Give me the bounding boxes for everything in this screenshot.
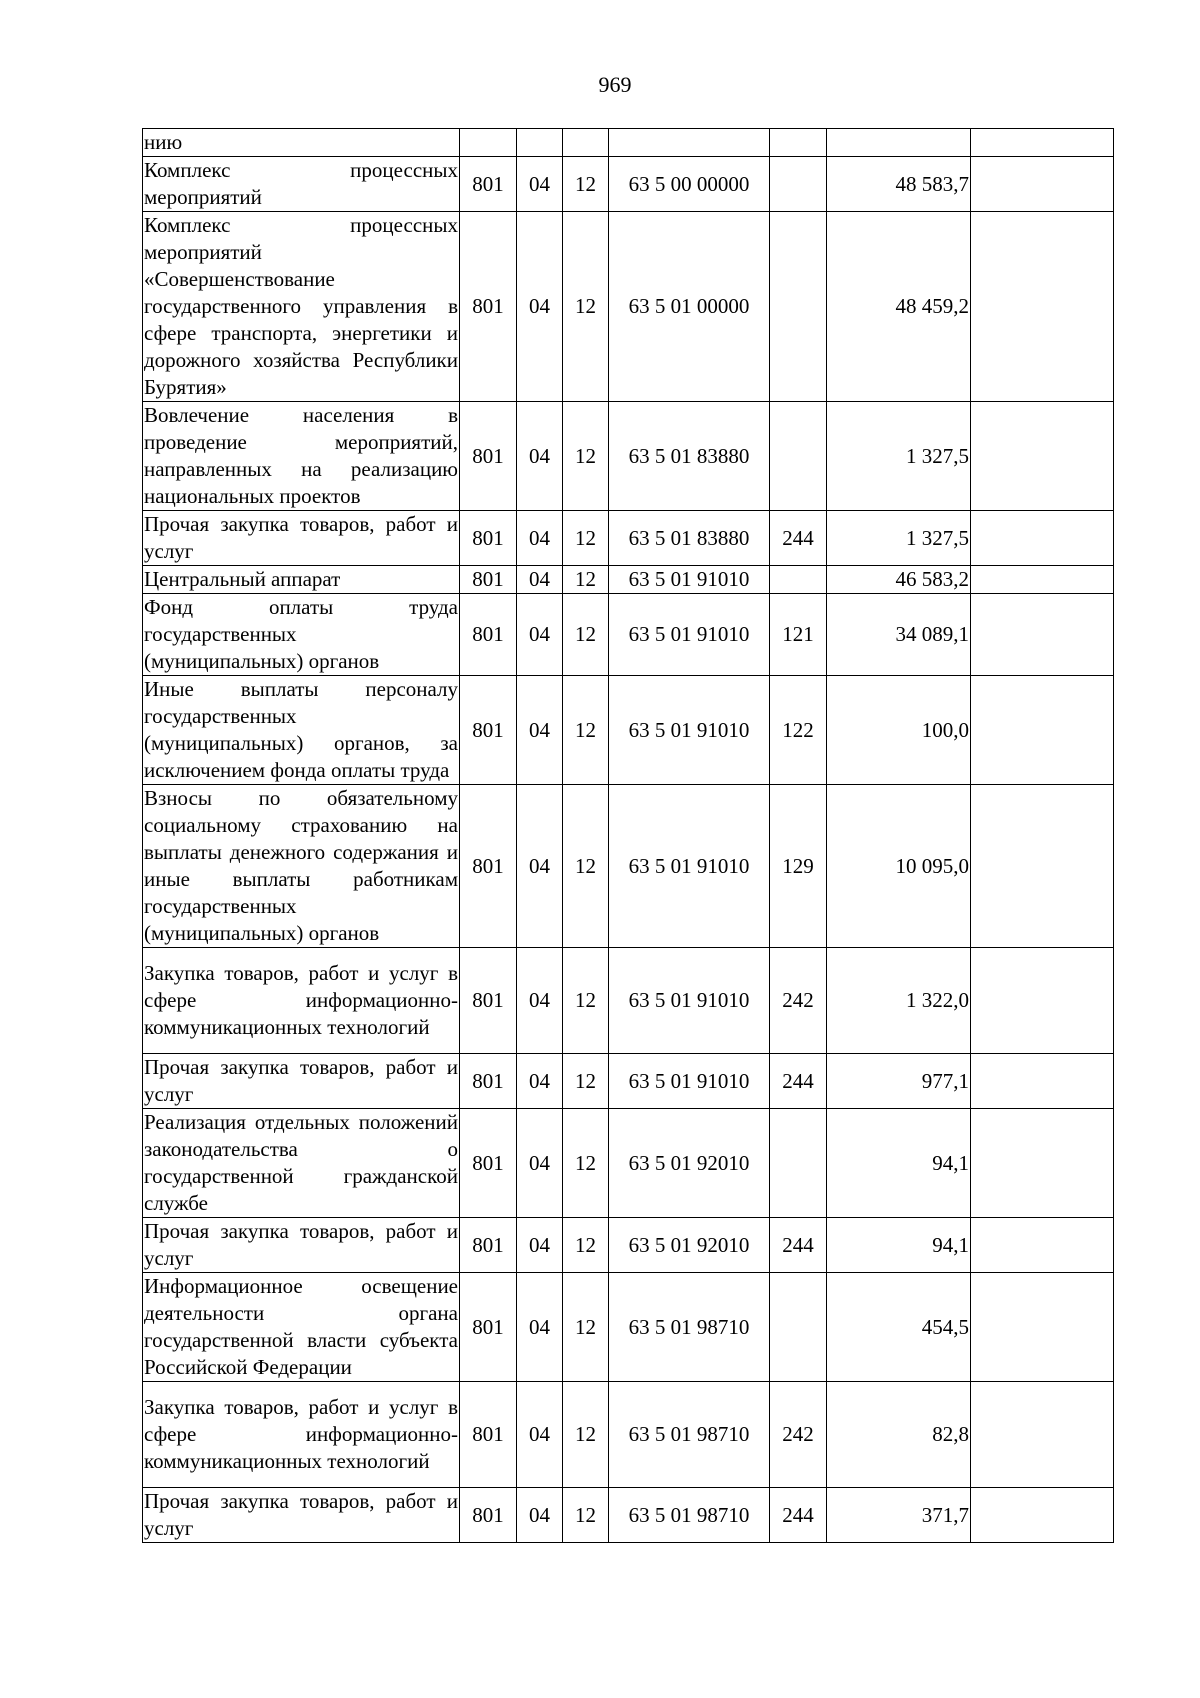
row-extra-cell: [971, 402, 1114, 511]
row-amount-cell: 94,1: [827, 1218, 971, 1273]
row-target-article-cell: 63 5 01 00000: [609, 212, 770, 402]
row-admin-code-cell: 801: [460, 402, 517, 511]
row-section-code-cell: 04: [517, 1273, 563, 1382]
row-admin-code-cell: 801: [460, 157, 517, 212]
row-admin-code-cell: [460, 129, 517, 157]
row-subsection-code-cell: 12: [563, 1488, 609, 1543]
row-expense-type-cell: [770, 157, 827, 212]
row-subsection-code-cell: 12: [563, 785, 609, 948]
table-row: [143, 1054, 1114, 1109]
row-section-code-cell: 04: [517, 676, 563, 785]
row-expense-type-cell: 242: [770, 1382, 827, 1488]
row-target-article-cell: 63 5 01 83880: [609, 402, 770, 511]
row-admin-code-cell: 801: [460, 511, 517, 566]
budget-table: [142, 128, 1114, 1543]
table-row: [143, 1109, 1114, 1218]
row-expense-type-cell: 244: [770, 511, 827, 566]
row-amount-cell: 48 583,7: [827, 157, 971, 212]
row-amount-cell: 371,7: [827, 1488, 971, 1543]
row-amount-cell: 82,8: [827, 1382, 971, 1488]
row-extra-cell: [971, 1109, 1114, 1218]
budget-table-body: [143, 129, 1114, 1543]
row-admin-code-cell: 801: [460, 1218, 517, 1273]
row-amount-cell: [827, 129, 971, 157]
table-row: [143, 1218, 1114, 1273]
row-extra-cell: [971, 566, 1114, 594]
row-admin-code-cell: 801: [460, 1382, 517, 1488]
row-name-cell: Иные выплаты персоналу государственных (муниципальных) органов, за исключением фонда оплаты труда: [143, 676, 460, 785]
row-section-code-cell: 04: [517, 212, 563, 402]
row-name-cell: Комплекс процессных мероприятий: [143, 157, 460, 212]
row-extra-cell: [971, 676, 1114, 785]
row-section-code-cell: 04: [517, 402, 563, 511]
row-subsection-code-cell: 12: [563, 1273, 609, 1382]
row-expense-type-cell: 122: [770, 676, 827, 785]
row-extra-cell: [971, 1273, 1114, 1382]
row-expense-type-cell: 242: [770, 948, 827, 1054]
row-expense-type-cell: 244: [770, 1488, 827, 1543]
row-amount-cell: 1 322,0: [827, 948, 971, 1054]
row-name-cell: Прочая закупка товаров, работ и услуг: [143, 1488, 460, 1543]
row-admin-code-cell: 801: [460, 566, 517, 594]
row-admin-code-cell: 801: [460, 1054, 517, 1109]
row-extra-cell: [971, 1054, 1114, 1109]
row-extra-cell: [971, 785, 1114, 948]
table-row: [143, 1273, 1114, 1382]
table-row: [143, 785, 1114, 948]
row-subsection-code-cell: [563, 129, 609, 157]
table-row: [143, 511, 1114, 566]
row-target-article-cell: 63 5 01 91010: [609, 676, 770, 785]
row-admin-code-cell: 801: [460, 1273, 517, 1382]
table-row: [143, 676, 1114, 785]
row-section-code-cell: 04: [517, 1218, 563, 1273]
row-extra-cell: [971, 212, 1114, 402]
row-section-code-cell: 04: [517, 1488, 563, 1543]
row-expense-type-cell: [770, 1273, 827, 1382]
row-subsection-code-cell: 12: [563, 566, 609, 594]
row-subsection-code-cell: 12: [563, 157, 609, 212]
row-extra-cell: [971, 594, 1114, 676]
row-target-article-cell: 63 5 01 91010: [609, 948, 770, 1054]
row-subsection-code-cell: 12: [563, 948, 609, 1054]
row-subsection-code-cell: 12: [563, 212, 609, 402]
row-subsection-code-cell: 12: [563, 1054, 609, 1109]
row-admin-code-cell: 801: [460, 1109, 517, 1218]
row-section-code-cell: 04: [517, 1109, 563, 1218]
row-amount-cell: 46 583,2: [827, 566, 971, 594]
row-name-cell: Прочая закупка товаров, работ и услуг: [143, 1218, 460, 1273]
row-admin-code-cell: 801: [460, 212, 517, 402]
row-name-cell: Прочая закупка товаров, работ и услуг: [143, 1054, 460, 1109]
page-number: 969: [598, 72, 632, 97]
row-section-code-cell: 04: [517, 157, 563, 212]
row-subsection-code-cell: 12: [563, 402, 609, 511]
row-section-code-cell: 04: [517, 566, 563, 594]
table-row: [143, 402, 1114, 511]
row-name-cell: нию: [143, 129, 460, 157]
row-name-cell: Вовлечение населения в проведение мероприятий, направленных на реализацию национальных проектов: [143, 402, 460, 511]
row-amount-cell: 48 459,2: [827, 212, 971, 402]
table-row: [143, 1488, 1114, 1543]
row-extra-cell: [971, 1218, 1114, 1273]
row-name-cell: Реализация отдельных положений законодательства о государственной гражданской службе: [143, 1109, 460, 1218]
row-amount-cell: 100,0: [827, 676, 971, 785]
row-expense-type-cell: 244: [770, 1218, 827, 1273]
table-row: [143, 948, 1114, 1054]
row-name-cell: Закупка товаров, работ и услуг в сфере информационно-коммуникационных технологий: [143, 948, 460, 1054]
row-name-cell: Информационное освещение деятельности органа государственной власти субъекта Российской Федерации: [143, 1273, 460, 1382]
row-admin-code-cell: 801: [460, 1488, 517, 1543]
row-target-article-cell: [609, 129, 770, 157]
row-section-code-cell: 04: [517, 1382, 563, 1488]
row-amount-cell: 1 327,5: [827, 402, 971, 511]
row-subsection-code-cell: 12: [563, 511, 609, 566]
row-amount-cell: 977,1: [827, 1054, 971, 1109]
row-name-cell: Фонд оплаты труда государственных (муниципальных) органов: [143, 594, 460, 676]
row-target-article-cell: 63 5 00 00000: [609, 157, 770, 212]
row-target-article-cell: 63 5 01 98710: [609, 1273, 770, 1382]
row-expense-type-cell: 244: [770, 1054, 827, 1109]
row-section-code-cell: [517, 129, 563, 157]
row-target-article-cell: 63 5 01 92010: [609, 1218, 770, 1273]
row-name-cell: Закупка товаров, работ и услуг в сфере информационно-коммуникационных технологий: [143, 1382, 460, 1488]
row-extra-cell: [971, 1488, 1114, 1543]
table-row: [143, 566, 1114, 594]
row-amount-cell: 10 095,0: [827, 785, 971, 948]
row-amount-cell: 454,5: [827, 1273, 971, 1382]
row-section-code-cell: 04: [517, 948, 563, 1054]
table-row: [143, 129, 1114, 157]
table-row: [143, 157, 1114, 212]
row-extra-cell: [971, 1382, 1114, 1488]
row-expense-type-cell: [770, 566, 827, 594]
row-amount-cell: 94,1: [827, 1109, 971, 1218]
row-admin-code-cell: 801: [460, 594, 517, 676]
row-subsection-code-cell: 12: [563, 1218, 609, 1273]
row-subsection-code-cell: 12: [563, 676, 609, 785]
row-subsection-code-cell: 12: [563, 594, 609, 676]
row-amount-cell: 34 089,1: [827, 594, 971, 676]
row-section-code-cell: 04: [517, 511, 563, 566]
row-extra-cell: [971, 948, 1114, 1054]
row-target-article-cell: 63 5 01 91010: [609, 566, 770, 594]
row-name-cell: Центральный аппарат: [143, 566, 460, 594]
row-subsection-code-cell: 12: [563, 1382, 609, 1488]
row-expense-type-cell: [770, 129, 827, 157]
row-extra-cell: [971, 157, 1114, 212]
row-target-article-cell: 63 5 01 98710: [609, 1382, 770, 1488]
row-admin-code-cell: 801: [460, 948, 517, 1054]
table-row: [143, 212, 1114, 402]
row-expense-type-cell: [770, 402, 827, 511]
row-amount-cell: 1 327,5: [827, 511, 971, 566]
row-name-cell: Комплекс процессных мероприятий «Совершенствование государственного управления в сфере транспорта, энергетики и дорожного хозяйства Республики Бурятия»: [143, 212, 460, 402]
row-target-article-cell: 63 5 01 83880: [609, 511, 770, 566]
row-expense-type-cell: [770, 1109, 827, 1218]
row-extra-cell: [971, 511, 1114, 566]
row-target-article-cell: 63 5 01 98710: [609, 1488, 770, 1543]
row-expense-type-cell: 129: [770, 785, 827, 948]
row-admin-code-cell: 801: [460, 676, 517, 785]
row-section-code-cell: 04: [517, 1054, 563, 1109]
row-subsection-code-cell: 12: [563, 1109, 609, 1218]
row-target-article-cell: 63 5 01 91010: [609, 1054, 770, 1109]
row-section-code-cell: 04: [517, 594, 563, 676]
row-admin-code-cell: 801: [460, 785, 517, 948]
row-section-code-cell: 04: [517, 785, 563, 948]
row-target-article-cell: 63 5 01 91010: [609, 594, 770, 676]
row-expense-type-cell: 121: [770, 594, 827, 676]
row-target-article-cell: 63 5 01 92010: [609, 1109, 770, 1218]
row-target-article-cell: 63 5 01 91010: [609, 785, 770, 948]
row-name-cell: Взносы по обязательному социальному страхованию на выплаты денежного содержания и иные выплаты работникам государственных (муниципальных) органов: [143, 785, 460, 948]
table-row: [143, 594, 1114, 676]
row-name-cell: Прочая закупка товаров, работ и услуг: [143, 511, 460, 566]
row-extra-cell: [971, 129, 1114, 157]
table-row: [143, 1382, 1114, 1488]
row-expense-type-cell: [770, 212, 827, 402]
